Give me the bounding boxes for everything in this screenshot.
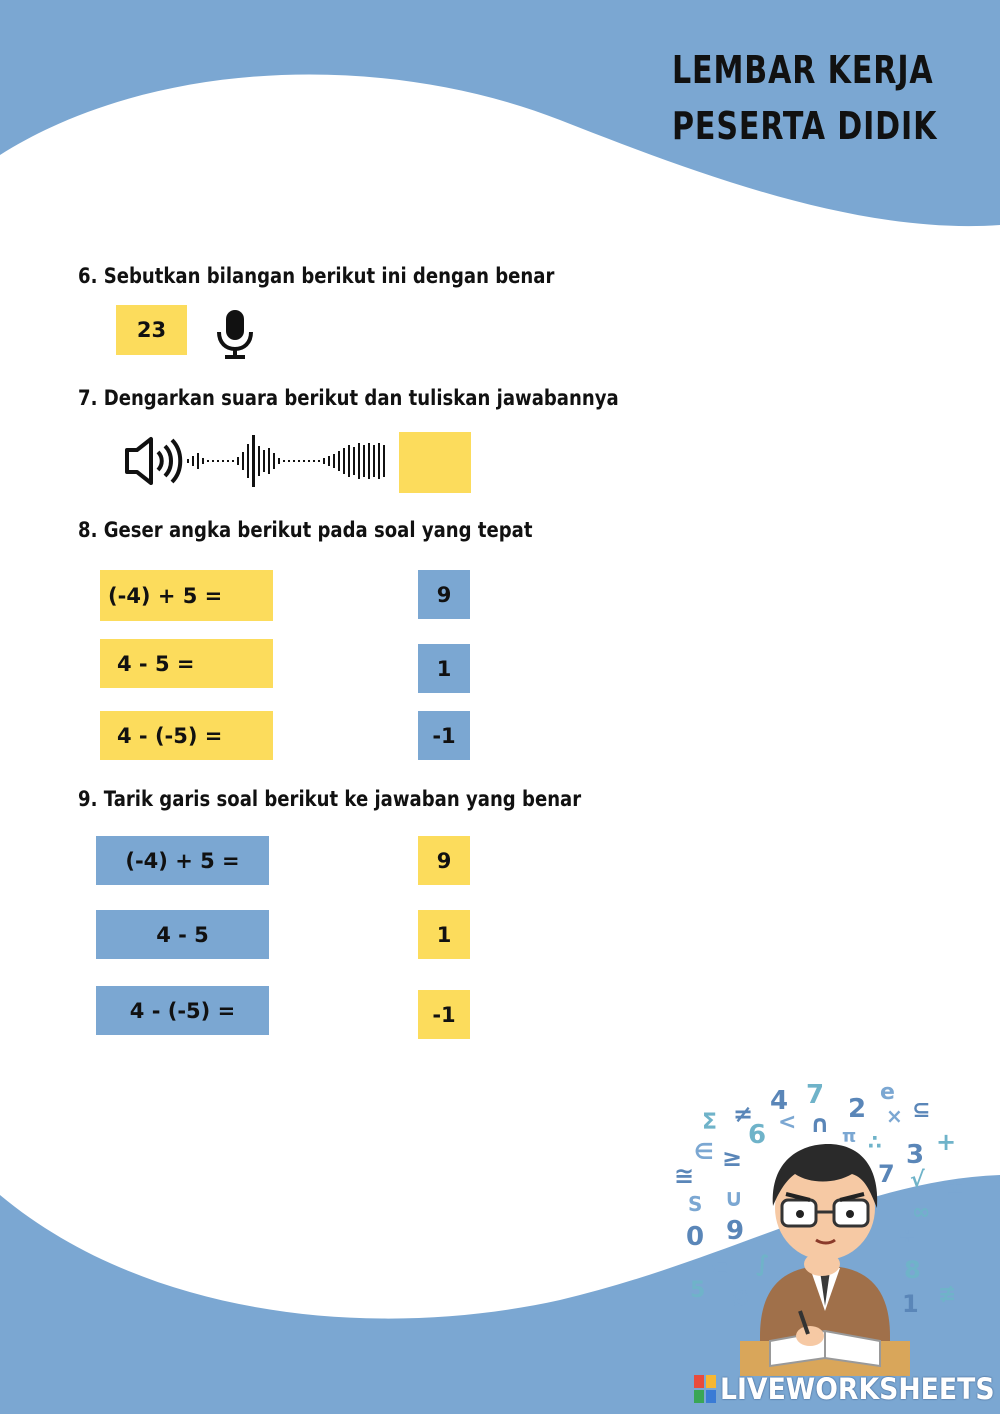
q9-question-1[interactable]: (-4) + 5 = (96, 836, 269, 885)
math-glyph: 7 (806, 1080, 825, 1110)
math-glyph: < (778, 1110, 797, 1135)
math-glyph: ≅ (674, 1162, 695, 1190)
math-glyph: 7 (878, 1160, 895, 1188)
liveworksheets-emblem-icon (694, 1375, 716, 1403)
student-illustration-icon (740, 1136, 910, 1376)
math-glyph: 1 (902, 1290, 919, 1318)
title-line-1: LEMBAR KERJA (672, 48, 934, 92)
math-glyph: ⊂ (710, 1256, 729, 1281)
math-glyph: ∅ (732, 1286, 750, 1310)
speaker-icon[interactable] (124, 432, 390, 490)
math-glyph: ÷ (898, 1224, 917, 1249)
q8-answer-9[interactable]: 9 (418, 570, 470, 619)
worksheet-title (672, 42, 937, 154)
q8-question-2[interactable]: 4 - 5 = (100, 639, 273, 688)
math-glyph: √ (910, 1168, 925, 1193)
math-glyph: π (842, 1126, 857, 1147)
math-glyph: 0 (686, 1222, 705, 1252)
math-glyph: ≠ (733, 1100, 754, 1128)
math-glyph: ∴ (868, 1130, 882, 1154)
liveworksheets-logo (694, 1372, 1000, 1406)
math-glyph: 4 (770, 1086, 789, 1116)
math-glyph: 3 (906, 1140, 925, 1170)
q8-question-3[interactable]: 4 - (-5) = (100, 711, 273, 760)
brand-name: LIVEWORKSHEETS (720, 1372, 995, 1406)
math-glyph: 2 (848, 1094, 867, 1124)
q8-answer-minus-1[interactable]: -1 (418, 711, 470, 760)
math-glyph: S (688, 1192, 703, 1216)
sound-wave-icon (187, 435, 385, 487)
q9-answer-9[interactable]: 9 (418, 836, 470, 885)
math-glyph: Σ (702, 1110, 718, 1135)
math-glyph: ≥ (722, 1144, 743, 1172)
q9-question-3[interactable]: 4 - (-5) = (96, 986, 269, 1035)
title-line-2: PESERTA DIDIK (672, 104, 938, 148)
math-glyph: e (880, 1080, 895, 1105)
q8-answer-1[interactable]: 1 (418, 644, 470, 693)
math-glyph: 8 (904, 1256, 921, 1284)
math-glyph: ± (946, 1176, 965, 1201)
math-glyph: ∈ (694, 1140, 714, 1165)
question-7-text: 7. Dengarkan suara berikut dan tuliskan jawabannya (78, 386, 619, 410)
math-glyph: ∩ (810, 1110, 830, 1138)
microphone-icon[interactable] (214, 308, 256, 360)
math-glyph: ∫ (756, 1252, 770, 1277)
number-box-23: 23 (116, 305, 187, 355)
math-glyph: ≢ (938, 1282, 957, 1307)
q9-answer-minus-1[interactable]: -1 (418, 990, 470, 1039)
math-glyph: 5 (690, 1278, 706, 1303)
math-glyph: 6 (748, 1120, 767, 1150)
question-9-text: 9. Tarik garis soal berikut ke jawaban yang benar (78, 787, 582, 811)
math-glyph: × (886, 1104, 903, 1128)
answer-input-box[interactable] (399, 432, 471, 493)
q8-question-1[interactable]: (-4) + 5 = (100, 570, 273, 621)
math-glyph: ⊆ (912, 1098, 931, 1123)
q9-question-2[interactable]: 4 - 5 (96, 910, 269, 959)
question-6-text: 6. Sebutkan bilangan berikut ini dengan benar (78, 264, 555, 288)
math-glyph: + (936, 1128, 957, 1156)
math-glyph: ∪ (724, 1184, 744, 1212)
question-8-text: 8. Geser angka berikut pada soal yang tepat (78, 518, 533, 542)
math-glyph: 9 (726, 1216, 745, 1246)
q9-answer-1[interactable]: 1 (418, 910, 470, 959)
math-glyph: ∞ (912, 1200, 931, 1225)
